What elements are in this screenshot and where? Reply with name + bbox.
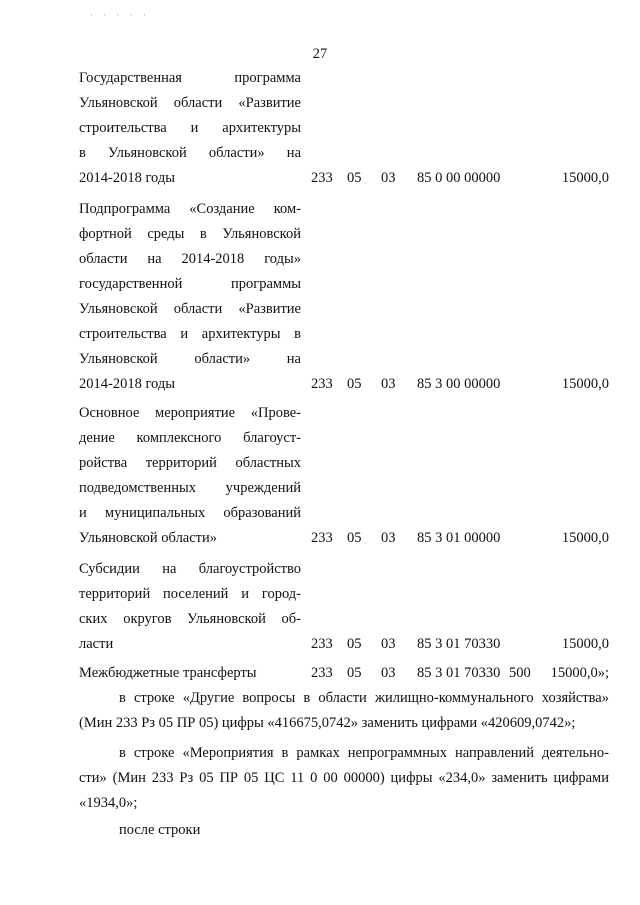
description-line: ройства территорий областных	[79, 455, 301, 471]
description-line: области на 2014-2018 годы»	[79, 251, 301, 267]
section-code: 05	[347, 530, 362, 546]
description-line: Ульяновской области» на	[79, 351, 301, 367]
description-line: территорий поселений и город-	[79, 586, 301, 602]
row-codes	[79, 632, 609, 657]
description-line: Межбюджетные трансферты	[79, 665, 257, 681]
subsection-code: 03	[381, 636, 396, 652]
description-line: 2014-2018 годы	[79, 376, 175, 392]
description-line: Государственная программа	[79, 70, 301, 86]
description-line: 2014-2018 годы	[79, 170, 175, 186]
description-line: в Ульяновской области» на	[79, 145, 301, 161]
ministry-code: 233	[311, 376, 333, 392]
subsection-code: 03	[381, 530, 396, 546]
table-row	[79, 661, 609, 686]
ministry-code: 233	[311, 665, 333, 681]
description-line: Подпрограмма «Создание ком-	[79, 201, 301, 217]
description-line: Субсидии на благоустройство	[79, 561, 301, 577]
paragraph-line: «1934,0»;	[79, 795, 138, 811]
table-row	[79, 197, 609, 397]
scan-specks: · · · · ·	[90, 10, 150, 20]
description-line: Ульяновской области «Развитие	[79, 95, 301, 111]
amendment-paragraph	[79, 741, 609, 816]
table-row	[79, 557, 609, 657]
target-article-code: 85 3 01 70330	[417, 636, 501, 652]
expense-type-code: 500	[509, 665, 531, 681]
description-line: ских округов Ульяновской об-	[79, 611, 301, 627]
paragraph-line: после строки	[119, 822, 201, 838]
amount-value: 15000,0	[561, 636, 609, 652]
target-article-code: 85 3 01 70330	[417, 665, 501, 681]
subsection-code: 03	[381, 376, 396, 392]
row-description	[79, 197, 301, 397]
table-row	[79, 401, 609, 551]
ministry-code: 233	[311, 530, 333, 546]
section-code: 05	[347, 376, 362, 392]
section-code: 05	[347, 636, 362, 652]
description-line: государственной программы	[79, 276, 301, 292]
description-line: ласти	[79, 636, 114, 652]
amount-value: 15000,0	[561, 170, 609, 186]
description-line: дение комплексного благоуст-	[79, 430, 301, 446]
subsection-code: 03	[381, 170, 396, 186]
page-number: 27	[312, 46, 328, 62]
description-line: фортной среды в Ульяновской	[79, 226, 301, 242]
description-line: подведомственных учреждений	[79, 480, 301, 496]
description-line: строительства и архитектуры в	[79, 326, 301, 342]
section-code: 05	[347, 170, 362, 186]
amount-value: 15000,0»;	[550, 665, 609, 681]
amount-value: 15000,0	[561, 530, 609, 546]
ministry-code: 233	[311, 170, 333, 186]
subsection-code: 03	[381, 665, 396, 681]
paragraph-line: сти» (Мин 233 Рз 05 ПР 05 ЦС 11 0 00 00000) цифры «234,0» заменить цифрами	[79, 770, 609, 786]
target-article-code: 85 0 00 00000	[417, 170, 501, 186]
paragraph-line: (Мин 233 Рз 05 ПР 05) цифры «416675,0742» заменить цифрами «420609,0742»;	[79, 715, 576, 731]
table-row	[79, 66, 609, 191]
row-codes	[79, 166, 609, 191]
target-article-code: 85 3 00 00000	[417, 376, 501, 392]
ministry-code: 233	[311, 636, 333, 652]
amount-value: 15000,0	[561, 376, 609, 392]
description-line: и муниципальных образований	[79, 505, 301, 521]
description-line: Ульяновской области «Развитие	[79, 301, 301, 317]
description-line: Ульяновской области»	[79, 530, 218, 546]
target-article-code: 85 3 01 00000	[417, 530, 501, 546]
paragraph-line: в строке «Другие вопросы в области жилищно-коммунального хозяйства»	[119, 690, 609, 706]
description-line: Основное мероприятие «Прове-	[79, 405, 301, 421]
amendment-paragraph	[79, 686, 609, 736]
row-codes	[79, 372, 609, 397]
row-codes	[79, 526, 609, 551]
row-codes	[79, 661, 609, 686]
amendment-paragraph	[79, 818, 609, 843]
section-code: 05	[347, 665, 362, 681]
description-line: строительства и архитектуры	[79, 120, 301, 136]
paragraph-line: в строке «Мероприятия в рамках непрограммных направлений деятельно-	[119, 745, 609, 761]
